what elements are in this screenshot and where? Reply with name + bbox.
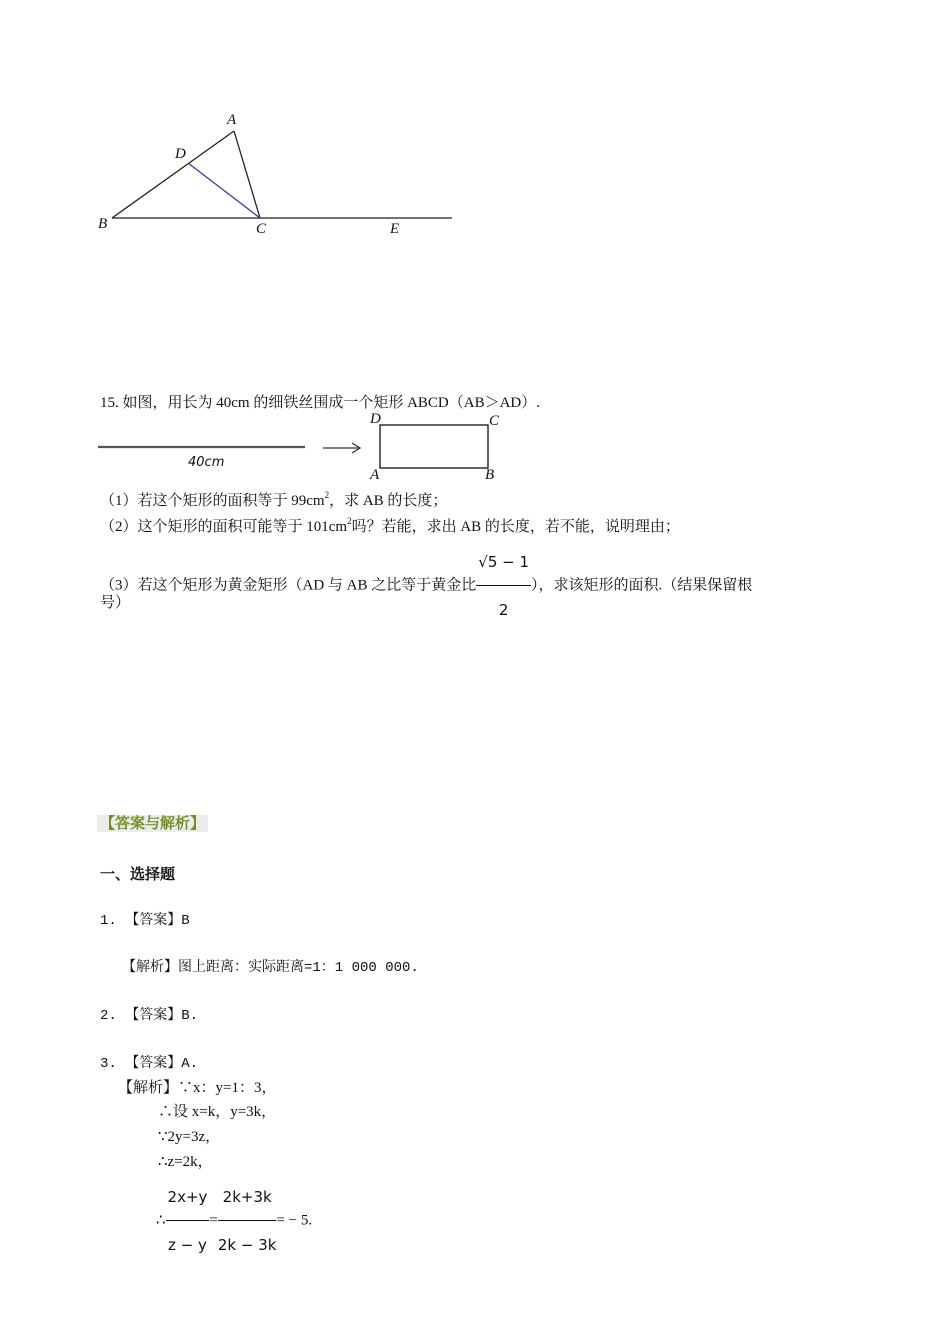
question-1-text: （1）若这个矩形的面积等于 99cm	[100, 493, 325, 509]
answer-3: 3. 【答案】A.	[100, 1056, 199, 1072]
result: = − 5.	[276, 1212, 313, 1229]
question-2-text: （2）这个矩形的面积可能等于 101cm	[100, 519, 348, 535]
answer-3-step-1: ∴设 x=k，y=3k，	[158, 1104, 277, 1120]
section-heading-multiple-choice: 一、选择题	[100, 865, 176, 883]
fraction-1	[166, 1175, 210, 1267]
label-e: E	[390, 221, 400, 237]
superscript: 2	[347, 516, 352, 526]
triangle-figure	[95, 110, 465, 240]
segment-ac	[234, 131, 260, 218]
question-3	[100, 540, 752, 632]
fraction-2-numerator: 2k+3k	[218, 1175, 277, 1221]
answer-1-analysis: 【解析】图上距离：实际距离=1：1 000 000.	[122, 960, 419, 976]
question-3-text: （3）若这个矩形为黄金矩形（AD 与 AB 之比等于黄金比	[100, 577, 477, 594]
label-a: A	[227, 112, 237, 128]
therefore-symbol: ∴	[156, 1212, 166, 1229]
wire-length-label: 40cm	[188, 455, 225, 470]
question-2-text-end: 吗？若能，求出 AB 的长度，若不能，说明理由；	[351, 519, 680, 535]
question-3-continued: 号）	[100, 595, 131, 611]
question-1-text-end: ，求 AB 的长度；	[329, 493, 448, 509]
equals-sign: =	[209, 1212, 218, 1229]
label-b: B	[98, 216, 108, 232]
question-1	[100, 490, 448, 509]
label-d: D	[175, 146, 186, 162]
answer-3-step-3: ∴z=2k，	[158, 1154, 213, 1170]
answer-1: 1. 【答案】B	[100, 913, 190, 929]
superscript: 2	[324, 490, 330, 500]
question-3-text-end: ），求该矩形的面积.（结果保留根	[531, 577, 753, 594]
answer-2: 2. 【答案】B.	[100, 1008, 199, 1024]
rect-label-c: C	[489, 413, 500, 429]
fraction-numerator: √5 − 1	[476, 540, 531, 586]
segment-ba	[112, 131, 234, 218]
segment-dc	[188, 163, 260, 218]
rect-label-a: A	[370, 467, 380, 483]
label-c: C	[256, 221, 267, 237]
rect-label-d: D	[370, 411, 381, 427]
question-2	[100, 516, 680, 535]
golden-ratio-fraction	[476, 540, 531, 632]
fraction-denominator: 2	[498, 601, 509, 619]
fraction-1-numerator: 2x+y	[166, 1175, 210, 1221]
problem-15-stem: 15. 如图，用长为 40cm 的细铁丝围成一个矩形 ABCD（AB＞AD）.	[100, 395, 541, 411]
answer-3-step-2: ∵2y=3z，	[158, 1129, 221, 1145]
answer-3-final	[156, 1175, 312, 1267]
answers-section-tag: 【答案与解析】	[97, 815, 208, 832]
rectangle-abcd	[380, 425, 488, 468]
answer-3-analysis: 【解析】∵x：y=1：3，	[118, 1080, 277, 1096]
fraction-2	[218, 1175, 277, 1267]
fraction-1-denominator: z − y	[168, 1236, 207, 1254]
fraction-2-denominator: 2k − 3k	[217, 1236, 277, 1254]
rect-label-b: B	[485, 467, 495, 483]
wire-rectangle-figure	[95, 415, 515, 485]
